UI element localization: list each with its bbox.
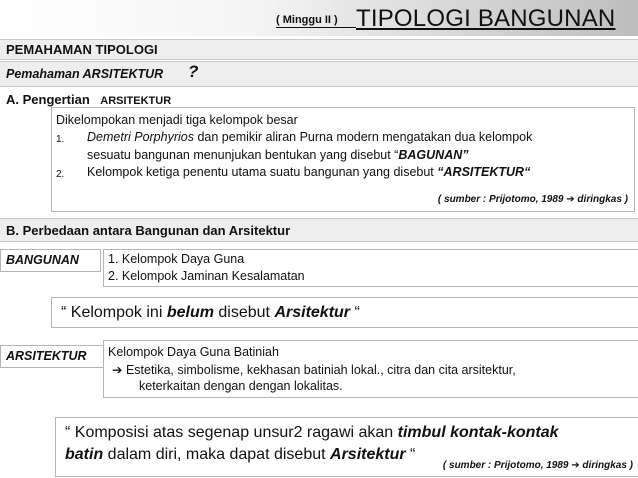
quote-1 — [61, 304, 360, 322]
list-item-1-line-2 — [87, 148, 469, 162]
definition-intro: Dikelompokan menjadi tiga kelompok besar — [56, 113, 298, 127]
list-item-1-line-1 — [87, 130, 532, 144]
term-bangunan: BAGUNAN” — [398, 148, 469, 162]
arsitektur-box — [103, 340, 638, 398]
list-item-1-text-2: sesuatu bangunan menunjukan bentukan yang disebut “ — [87, 148, 399, 162]
quote-2-line-2 — [65, 444, 415, 466]
section-a-term: ARSITEKTUR — [100, 95, 172, 107]
list-number: 1. — [56, 134, 65, 145]
quote-2-strong: Arsitektur — [330, 446, 406, 463]
quote-2-text: “ Komposisi atas segenap unsur2 ragawi akan — [65, 424, 398, 441]
quote-2-text-2: dalam diri, maka dapat disebut — [103, 446, 331, 463]
bangunan-label: BANGUNAN — [6, 253, 79, 267]
quote-2-emphasis: timbul kontak-kontak — [397, 424, 559, 441]
quote-2-line-1 — [65, 422, 559, 444]
source-citation: ( sumber : Prijotomo, 1989 ➔ diringkas ) — [437, 194, 628, 205]
quote-1-strong: Arsitektur — [274, 304, 351, 321]
question-mark: ? — [188, 62, 199, 81]
section-bar-b — [0, 218, 638, 242]
quote-2-close: “ — [405, 446, 416, 463]
quote-2-emphasis-2: batin — [65, 446, 104, 463]
list-item-2-text: Kelompok ketiga penentu utama suatu bangunan yang disebut — [87, 165, 438, 179]
arsitektur-label: ARSITEKTUR — [6, 349, 87, 363]
quote-1-close: “ — [350, 304, 360, 321]
week-label: ( Minggu II ) — [276, 14, 338, 26]
bangunan-box — [103, 249, 638, 287]
quote-box-1 — [51, 297, 638, 328]
section-b-title: B. Perbedaan antara Bangunan dan Arsitektur — [6, 223, 291, 238]
list-item-2 — [87, 165, 530, 179]
arsitektur-label-box — [0, 345, 105, 368]
quote-1-emphasis: belum — [166, 304, 214, 321]
week-underline — [276, 27, 356, 28]
subtitle-bar — [0, 61, 638, 87]
source-citation-2: ( sumber : Prijotomo, 1989 ➔ diringkas ) — [442, 460, 633, 471]
author-name: Demetri Porphyrios — [87, 130, 194, 144]
bangunan-item-1: 1. Kelompok Daya Guna — [108, 252, 245, 266]
arsitektur-line-3: keterkaitan dengan dengan lokalitas. — [139, 379, 343, 393]
list-item-1-text: dan pemikir aliran Purna modern mengatakan dua kelompok — [193, 130, 533, 144]
section-a-label: A. Pengertian — [6, 92, 90, 107]
subtitle-text: Pemahaman ARSITEKTUR — [6, 67, 164, 81]
quote-box-2 — [55, 417, 638, 477]
bangunan-label-box — [0, 249, 101, 272]
section-title-pemahaman: PEMAHAMAN TIPOLOGI — [6, 42, 158, 57]
arsitektur-line-2: ➔ Estetika, simbolisme, kekhasan batiniah lokal., citra dan cita arsitektur, — [112, 363, 516, 377]
arsitektur-line-1: Kelompok Daya Guna Batiniah — [108, 345, 279, 359]
bangunan-item-2: 2. Kelompok Jaminan Kesalamatan — [108, 269, 305, 283]
quote-1-text: “ Kelompok ini — [61, 304, 167, 321]
page-title: TIPOLOGI BANGUNAN — [356, 5, 616, 32]
list-number: 2. — [56, 169, 65, 180]
definition-box — [51, 107, 635, 212]
term-arsitektur: “ARSITEKTUR“ — [437, 165, 531, 179]
section-bar-pemahaman — [0, 39, 638, 60]
quote-1-text-2: disebut — [213, 304, 275, 321]
